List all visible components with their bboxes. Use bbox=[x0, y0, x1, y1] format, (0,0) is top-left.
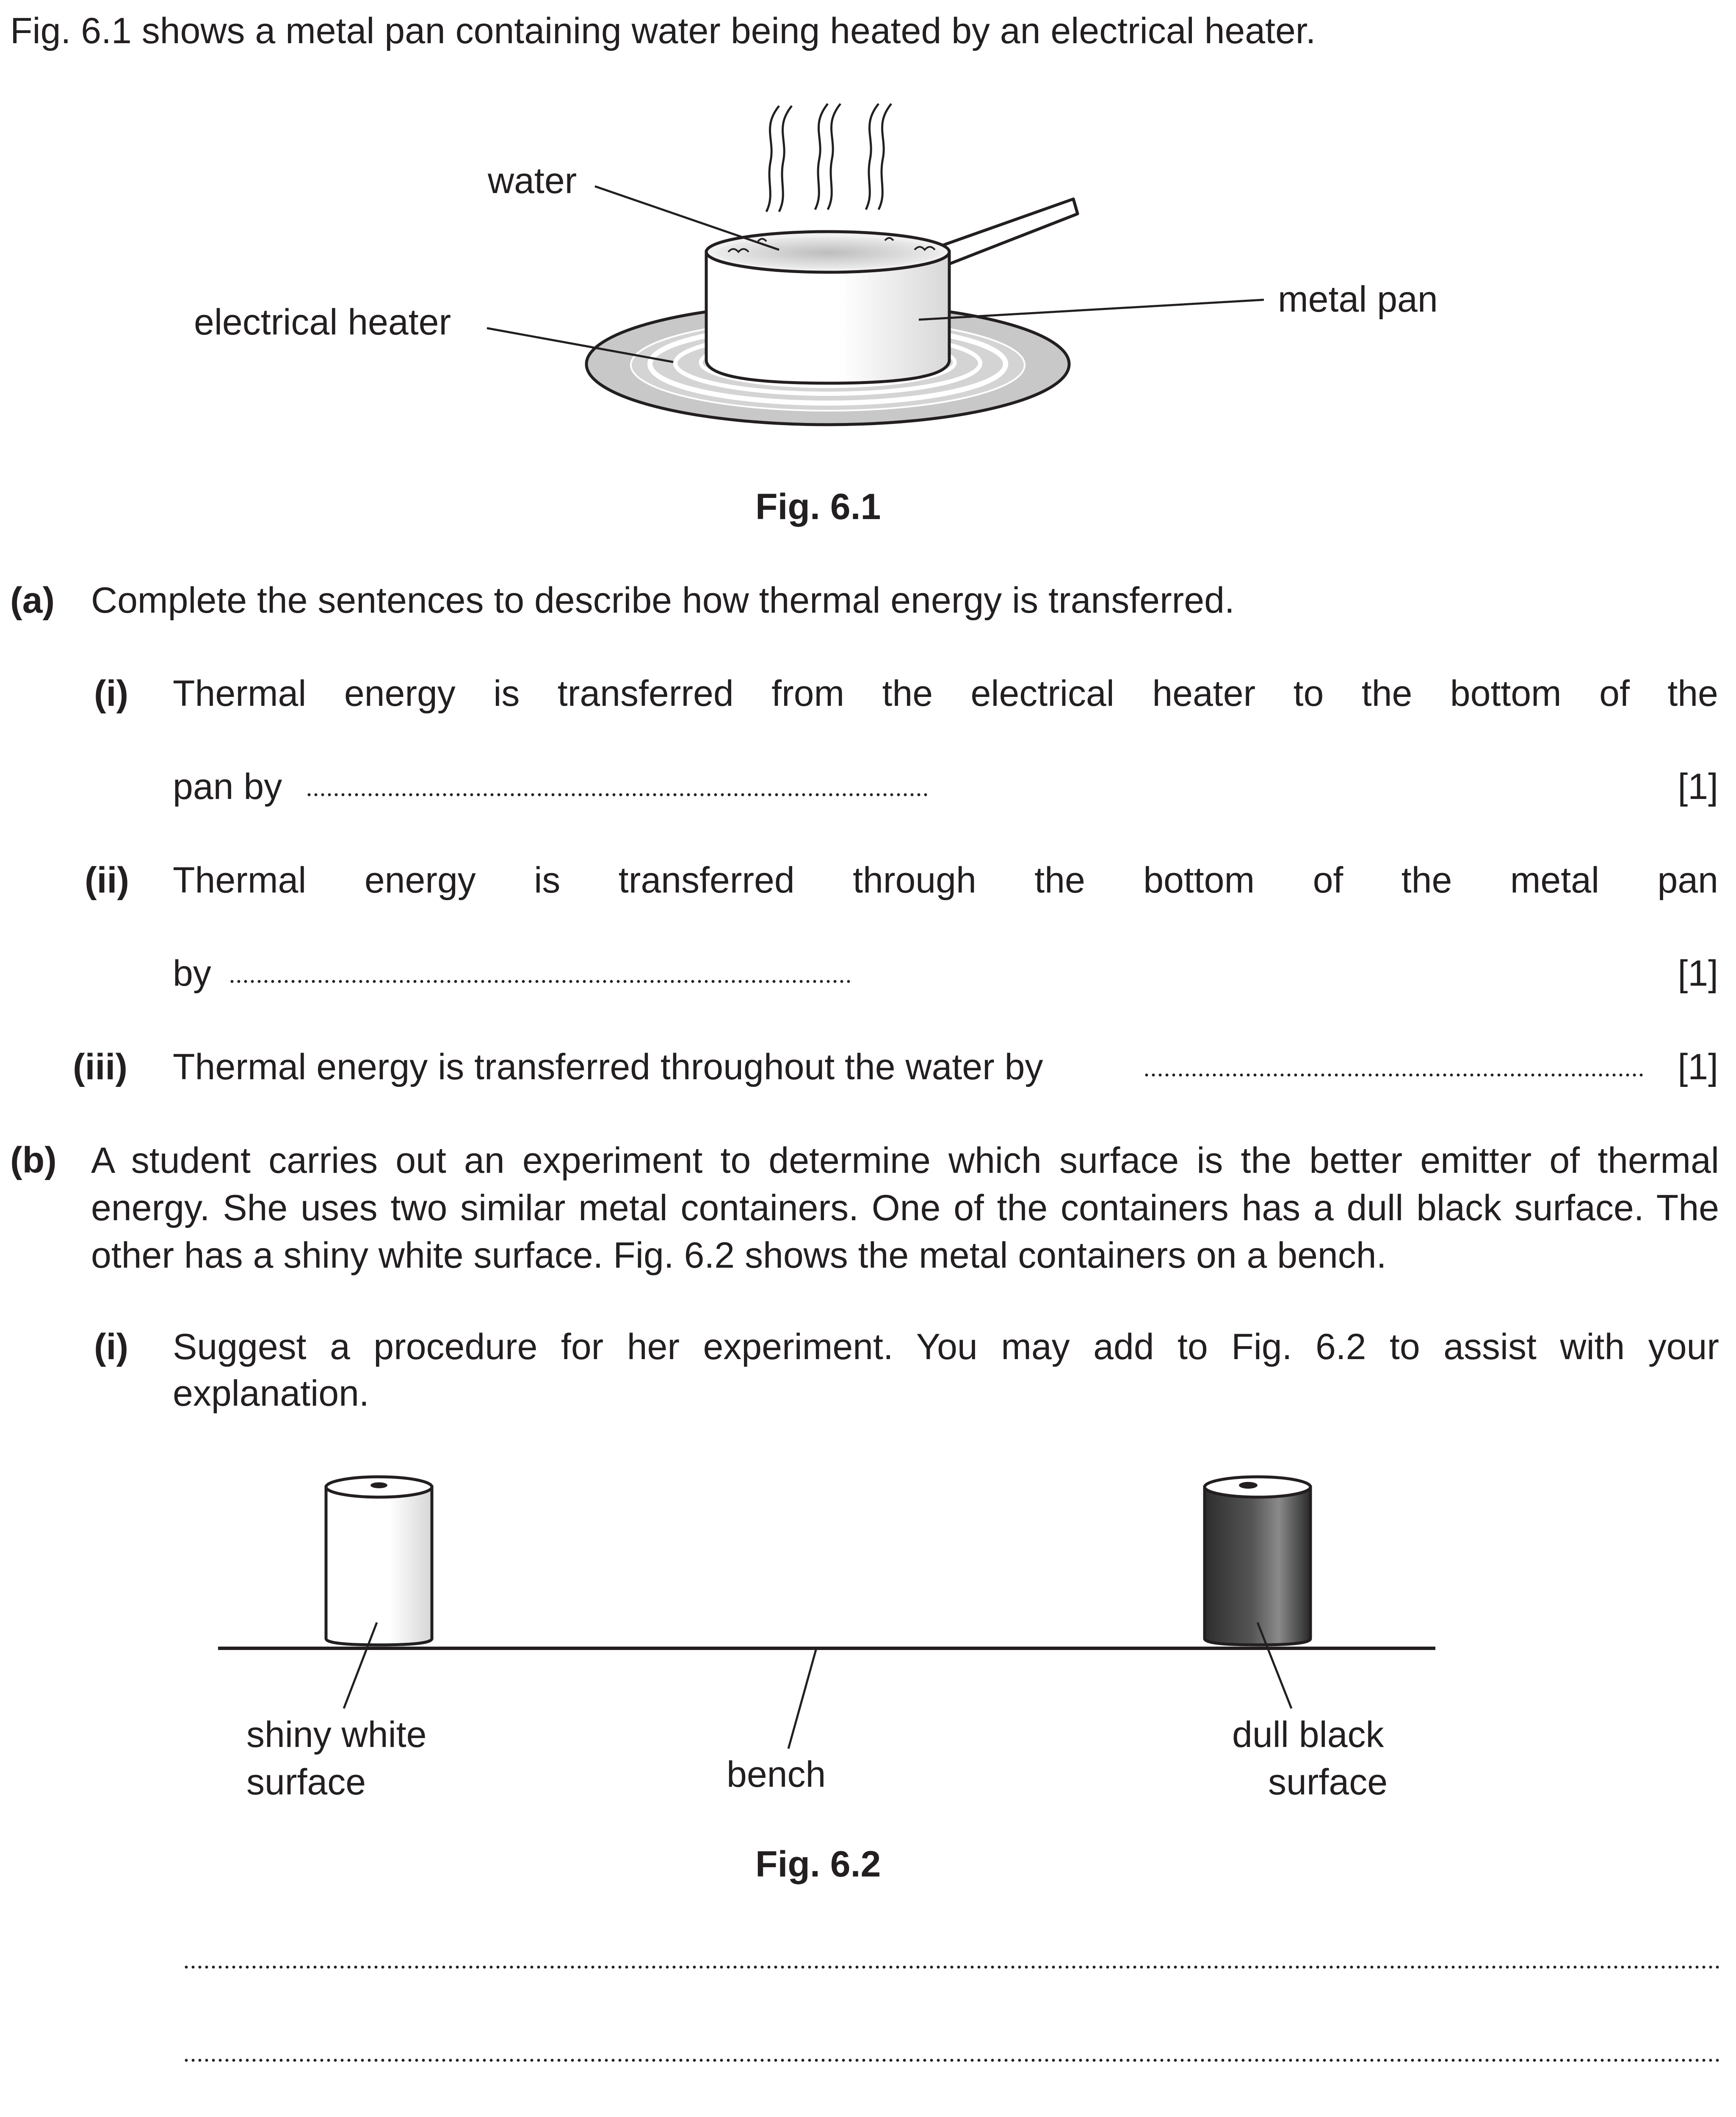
label-dull-black-1: dull black bbox=[1232, 1714, 1384, 1755]
word: to bbox=[1293, 673, 1324, 714]
part-a-ii-line1 bbox=[173, 857, 1718, 904]
word: of bbox=[1313, 860, 1343, 901]
label-dull-black-2: surface bbox=[1268, 1762, 1388, 1802]
mark-a-ii: [1] bbox=[1678, 953, 1718, 994]
label-shiny-white-2: surface bbox=[246, 1762, 366, 1802]
word: Thermal bbox=[173, 860, 307, 901]
word: the bbox=[1401, 860, 1452, 901]
label-metal-pan: metal pan bbox=[1278, 279, 1438, 320]
part-a-i-line1 bbox=[173, 670, 1718, 717]
word: bottom bbox=[1143, 860, 1255, 901]
word: through bbox=[853, 860, 976, 901]
word: energy bbox=[364, 860, 476, 901]
word: the bbox=[1361, 673, 1413, 714]
word: is bbox=[493, 673, 520, 714]
part-a-i-number: (i) bbox=[94, 673, 129, 714]
word: the bbox=[882, 673, 933, 714]
part-a-letter: (a) bbox=[10, 580, 55, 621]
word: heater bbox=[1152, 673, 1256, 714]
word: from bbox=[771, 673, 845, 714]
word: the bbox=[1667, 673, 1718, 714]
word: bottom bbox=[1450, 673, 1562, 714]
fig-6-2-leader-lines bbox=[344, 1622, 1291, 1749]
answer-line-a-ii[interactable] bbox=[229, 980, 851, 983]
word: of bbox=[1599, 673, 1630, 714]
part-a-ii-line2-lead: by bbox=[173, 953, 211, 994]
intro-text: Fig. 6.1 shows a metal pan containing water being heated by an electrical heater. bbox=[10, 11, 1316, 51]
part-a-i-line2-lead: pan by bbox=[173, 766, 282, 807]
word: is bbox=[534, 860, 561, 901]
word: the bbox=[1034, 860, 1085, 901]
steam-lines bbox=[766, 104, 891, 212]
label-shiny-white-1: shiny white bbox=[246, 1714, 427, 1755]
part-a-stem: Complete the sentences to describe how thermal energy is transferred. bbox=[91, 580, 1235, 621]
fig-6-1-caption: Fig. 6.1 bbox=[755, 486, 881, 527]
answer-line-a-i[interactable] bbox=[306, 793, 928, 796]
part-b-i-number: (i) bbox=[94, 1327, 129, 1367]
word: Thermal bbox=[173, 673, 307, 714]
part-b-stem: A student carries out an experiment to determine which surface is the better emitter of thermal energy. She uses two similar metal containers. One of the containers has a dull black surface. The other has a shiny white surface. Fig. 6.2 shows the metal containers on a bench. bbox=[91, 1140, 1719, 1276]
mark-a-iii: [1] bbox=[1678, 1047, 1718, 1087]
word: transferred bbox=[618, 860, 795, 901]
word: transferred bbox=[557, 673, 734, 714]
shiny-white-container bbox=[326, 1477, 432, 1645]
word: metal bbox=[1510, 860, 1600, 901]
answer-line-a-iii[interactable] bbox=[1143, 1073, 1643, 1077]
metal-pan bbox=[706, 232, 949, 383]
part-a-ii-number: (ii) bbox=[85, 860, 130, 901]
word: pan bbox=[1657, 860, 1718, 901]
word: energy bbox=[344, 673, 456, 714]
label-bench: bench bbox=[727, 1754, 826, 1795]
answer-line-b-i-2[interactable] bbox=[183, 2059, 1719, 2062]
part-a-iii-text: Thermal energy is transferred throughout the water by bbox=[173, 1047, 1043, 1087]
dull-black-container bbox=[1205, 1477, 1310, 1645]
part-b-i-text: Suggest a procedure for her experiment. You may add to Fig. 6.2 to assist with your explanation. bbox=[173, 1327, 1719, 1414]
part-b-letter: (b) bbox=[10, 1140, 57, 1180]
mark-a-i: [1] bbox=[1678, 766, 1718, 807]
label-water: water bbox=[488, 160, 577, 201]
pan-handle bbox=[936, 199, 1078, 267]
word: electrical bbox=[970, 673, 1114, 714]
part-a-iii-number: (iii) bbox=[73, 1047, 127, 1087]
answer-line-b-i-1[interactable] bbox=[183, 1965, 1719, 1969]
label-electrical-heater: electrical heater bbox=[194, 302, 451, 343]
fig-6-2-caption: Fig. 6.2 bbox=[755, 1844, 881, 1885]
